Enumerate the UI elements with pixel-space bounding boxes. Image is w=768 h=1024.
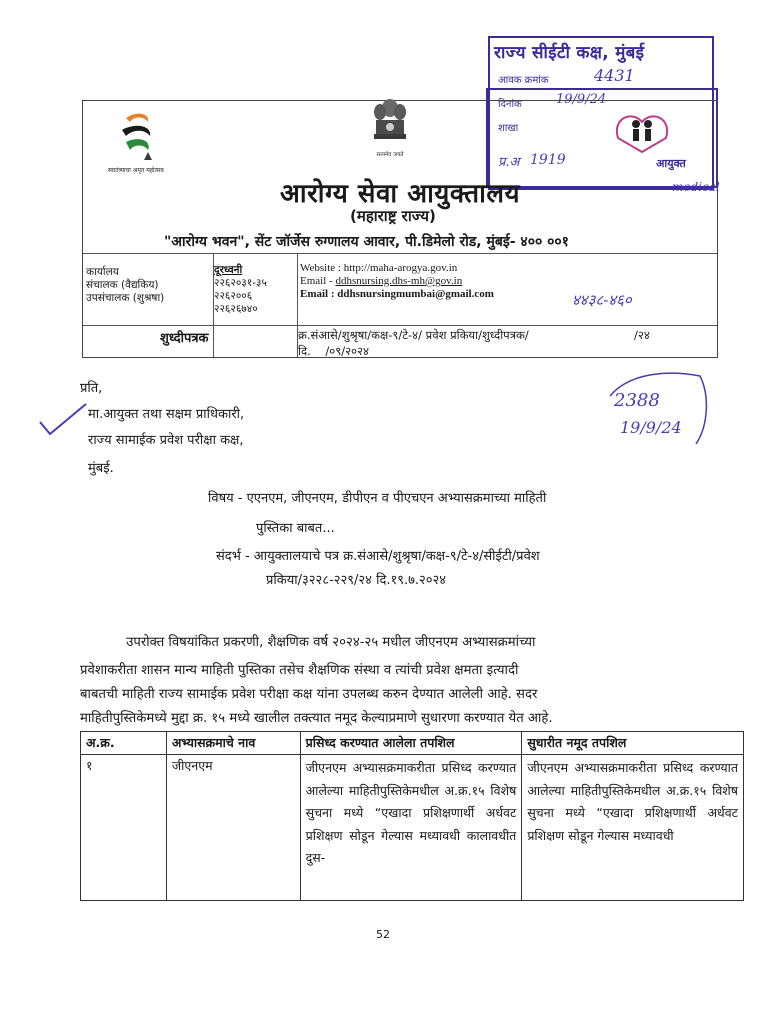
ashoka-emblem-icon (372, 96, 408, 146)
stamp-title: राज्य सीईटी कक्ष, मुंबई (494, 43, 645, 63)
table-header-cell: सुधारीत नमूद तपशिल (522, 732, 744, 755)
office-phones (214, 264, 267, 316)
office-labels (86, 266, 164, 305)
table-row (81, 755, 744, 901)
stamp-date-value: 19/9/24 (556, 92, 607, 107)
office-contact (300, 262, 494, 301)
page-number: 52 (376, 928, 390, 941)
amrit-mahotsav-icon (108, 110, 188, 162)
table-header-row (81, 732, 744, 755)
frame-divider (83, 253, 717, 254)
email-link-1[interactable]: ddhsnursing.dhs-mh@gov.in (335, 275, 463, 287)
department-subtitle: (महाराष्ट्र राज्य) (350, 207, 436, 225)
corrigendum-date: दि. /०९/२०२४ (298, 344, 369, 358)
tick-mark-icon (36, 400, 92, 440)
frame-divider (83, 325, 717, 326)
table-cell-revised: जीएनएम अभ्यासक्रमाकरीता प्रसिध्द करण्यात आलेल्या माहितीपुस्तिकेमधील अ.क्र.१५ विशेष सुचना मध्ये “एखादा प्रशिक्षणार्थी अर्धवट प्रशिक्षण सोडून गेल्यास मध्यावधी (522, 755, 744, 901)
addressee-line-1: मा.आयुक्त तथा सक्षम प्राधिकारी, (88, 407, 245, 422)
table-cell-sr: १ (81, 755, 167, 901)
logo-caption: स्वातंत्र्याचा अमृत महोत्सव (108, 167, 164, 174)
stamp-inward-number: 4431 (594, 66, 635, 85)
stamp-inward-label: आवक क्रमांक (498, 75, 549, 86)
email-line-1 (300, 275, 494, 288)
handwritten-ref-number: ४४३८-४६० (572, 291, 632, 309)
amrit-mahotsav-logo (108, 110, 188, 174)
stamp-date-label: दिनांक (498, 99, 522, 110)
handwritten-side-date: 19/9/24 (620, 418, 682, 437)
reference-line-2: प्रकिया/३२२८-२२९/२४ दि.१९.७.२०२४ (266, 573, 447, 588)
addressee-prati: प्रति, (80, 381, 103, 396)
handwritten-medical: medical (672, 180, 720, 194)
stamp-section-label: शाखा (498, 123, 519, 134)
commissioner-label: आयुक्त (656, 157, 686, 170)
phone-heading: दूरध्वनी (214, 264, 243, 276)
email-line-2: Email : ddhsnursingmumbai@gmail.com (300, 288, 494, 300)
table-cell-course: जीएनएम (166, 755, 300, 901)
table-header-cell: प्रसिध्द करण्यात आलेला तपशिल (300, 732, 522, 755)
addressee-line-2: राज्य सामाईक प्रवेश परीक्षा कक्ष, (88, 433, 244, 448)
emblem-motto: सत्यमेव जयते (376, 152, 404, 158)
national-emblem (368, 96, 412, 162)
office-label: संचालक (वैद्यकिय) (86, 279, 159, 291)
subject-line-2: पुस्तिका बाबत... (256, 521, 335, 536)
email-label: Email - (300, 275, 336, 287)
handwritten-scribble-icon (600, 366, 720, 456)
paragraph-line: माहितीपुस्तिकेमध्ये मुद्दा क्र. १५ मध्ये खालील तक्त्यात नमूद केल्याप्रमाणे सुधारणा करण्यात येत आहे. (80, 711, 553, 726)
phone-number: २२६२००६ (214, 290, 253, 302)
subject-line-1: विषय - एएनएम, जीएनएम, डीपीएन व पीएचएन अभ्यासक्रमाच्या माहिती (208, 491, 547, 506)
paragraph-line: उपरोक्त विषयांकित प्रकरणी, शैक्षणिक वर्ष २०२४-२५ मधील जीएनएम अभ्यासक्रमांच्या (80, 635, 536, 650)
addressee-line-3: मुंबई. (88, 461, 114, 476)
department-title: आरोग्य सेवा आयुक्तालय (280, 179, 521, 209)
reference-line-1: संदर्भ - आयुक्तालयाचे पत्र क्र.संआसे/शुश्रृषा/कक्ष-९/टे-४/सीईटी/प्रवेश (216, 549, 540, 564)
table-cell-published: जीएनएम अभ्यासक्रमाकरीता प्रसिध्द करण्यात आलेल्या माहितीपुस्तिकेमधील अ.क्र.१५ विशेष सुचना मध्ये “एखादा प्रशिक्षणार्थी अर्धवट प्रशिक्षण सोडून गेल्यास मध्यावधी कालावधीत दुस- (300, 755, 522, 901)
family-health-icon (612, 108, 674, 154)
corrigendum-reference-suffix: /२४ (634, 328, 650, 342)
corrigendum-reference: क्र.संआसे/शुश्रृषा/कक्ष-९/टे-४/ प्रवेश प्रकिया/शुध्दीपत्रक/ (298, 328, 529, 342)
office-label: कार्यालय (86, 266, 119, 278)
handwritten-pra-number: 1919 (530, 152, 566, 168)
handwritten-pra: प्र.अ (498, 155, 520, 170)
department-address: "आरोग्य भवन", सेंट जॉर्जेस रुग्णालय आवार, पी.डिमेलो रोड, मुंबई- ४०० ००१ (164, 234, 569, 250)
corrigendum-label: शुध्दीपत्रक (160, 331, 209, 346)
corrections-table (80, 731, 744, 901)
paragraph-line: प्रवेशाकरीता शासन मान्य माहिती पुस्तिका तसेच शैक्षणिक संस्था व त्यांची प्रवेश क्षमता इत्यादी (80, 663, 519, 678)
phone-number: २२६२०३१-३५ (214, 277, 267, 289)
phone-number: २२६२६७४० (214, 303, 258, 315)
office-label: उपसंचालक (शुश्रषा) (86, 292, 165, 304)
table-header-cell: अ.क्र. (81, 732, 167, 755)
paragraph-line: बाबतची माहिती राज्य सामाईक प्रवेश परीक्षा कक्ष यांना उपलब्ध करुन देण्यात आलेली आहे. सदर (80, 687, 538, 702)
handwritten-side-number: 2388 (614, 390, 660, 411)
website-text: Website : http://maha-arogya.gov.in (300, 262, 458, 274)
table-header-cell: अभ्यासक्रमाचे नाव (166, 732, 300, 755)
